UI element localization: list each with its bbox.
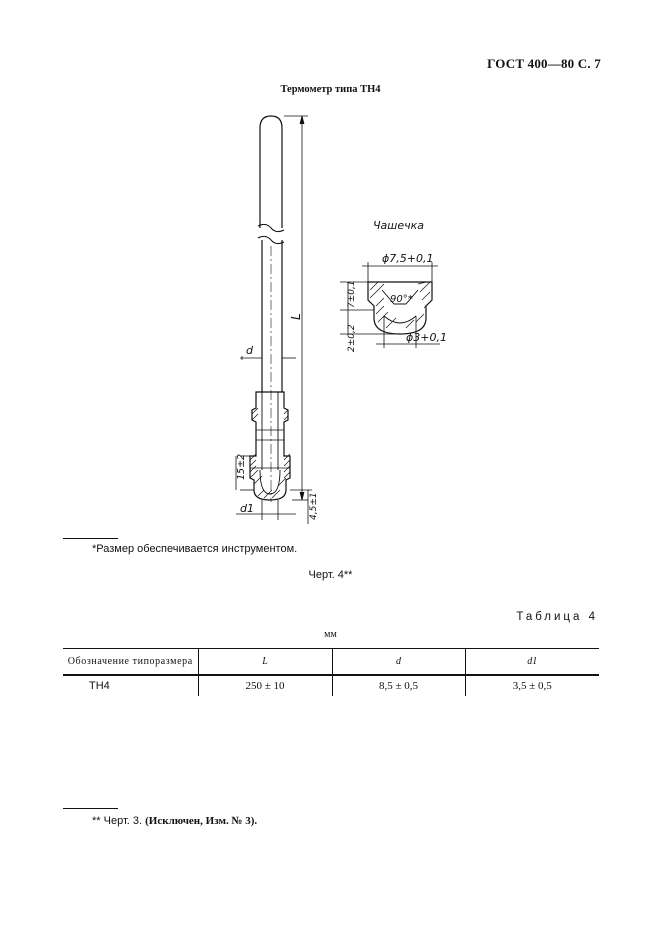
dim-d1: d1 — [240, 502, 254, 515]
dim-cup-bottom: 2±0,2 — [347, 324, 357, 352]
dim-cup-height: 7±0,1 — [347, 280, 357, 308]
col-header-L: L — [198, 649, 332, 676]
footnote-rule-2 — [63, 808, 118, 809]
page-header: ГОСТ 400—80 С. 7 — [487, 56, 601, 71]
cell-designation: ТН4 — [89, 680, 110, 692]
cell-d1: 3,5 ± 0,5 — [465, 675, 599, 696]
footnote-2-prefix: ** Черт. 3. — [92, 815, 143, 827]
dim-cup-inner: ϕ3+0,1 — [406, 331, 447, 344]
cell-L: 250 ± 10 — [198, 675, 332, 696]
footnote-rule-1 — [63, 538, 118, 539]
dim-15: 15±2 — [236, 453, 247, 480]
dim-cup-outer: ϕ7,5+0,1 — [382, 252, 434, 265]
cup-label: Чашечка — [373, 219, 424, 232]
figure-title: Термометр типа ТН4 — [280, 84, 381, 95]
dim-angle: 90°* — [390, 294, 413, 305]
table-caption: Таблица 4 — [516, 611, 598, 623]
footnote-2 — [92, 815, 257, 827]
cell-d: 8,5 ± 0,5 — [332, 675, 465, 696]
footnote-1: *Размер обеспечивается инструментом. — [92, 543, 298, 555]
col-header-designation: Обозначение типоразмера — [63, 649, 198, 676]
footnote-2-bold: (Исключен, Изм. № 3). — [145, 815, 258, 827]
dim-L: L — [289, 313, 303, 320]
table-header-row — [63, 649, 599, 676]
table-row — [63, 675, 599, 696]
table-units: мм — [324, 629, 337, 640]
dim-4-5: 4,5±1 — [309, 492, 319, 520]
col-header-d: d — [332, 649, 465, 676]
spec-table — [63, 648, 599, 696]
figure-caption: Черт. 4** — [308, 569, 353, 581]
col-header-d1: d1 — [465, 649, 599, 676]
dim-d: d — [246, 344, 253, 357]
